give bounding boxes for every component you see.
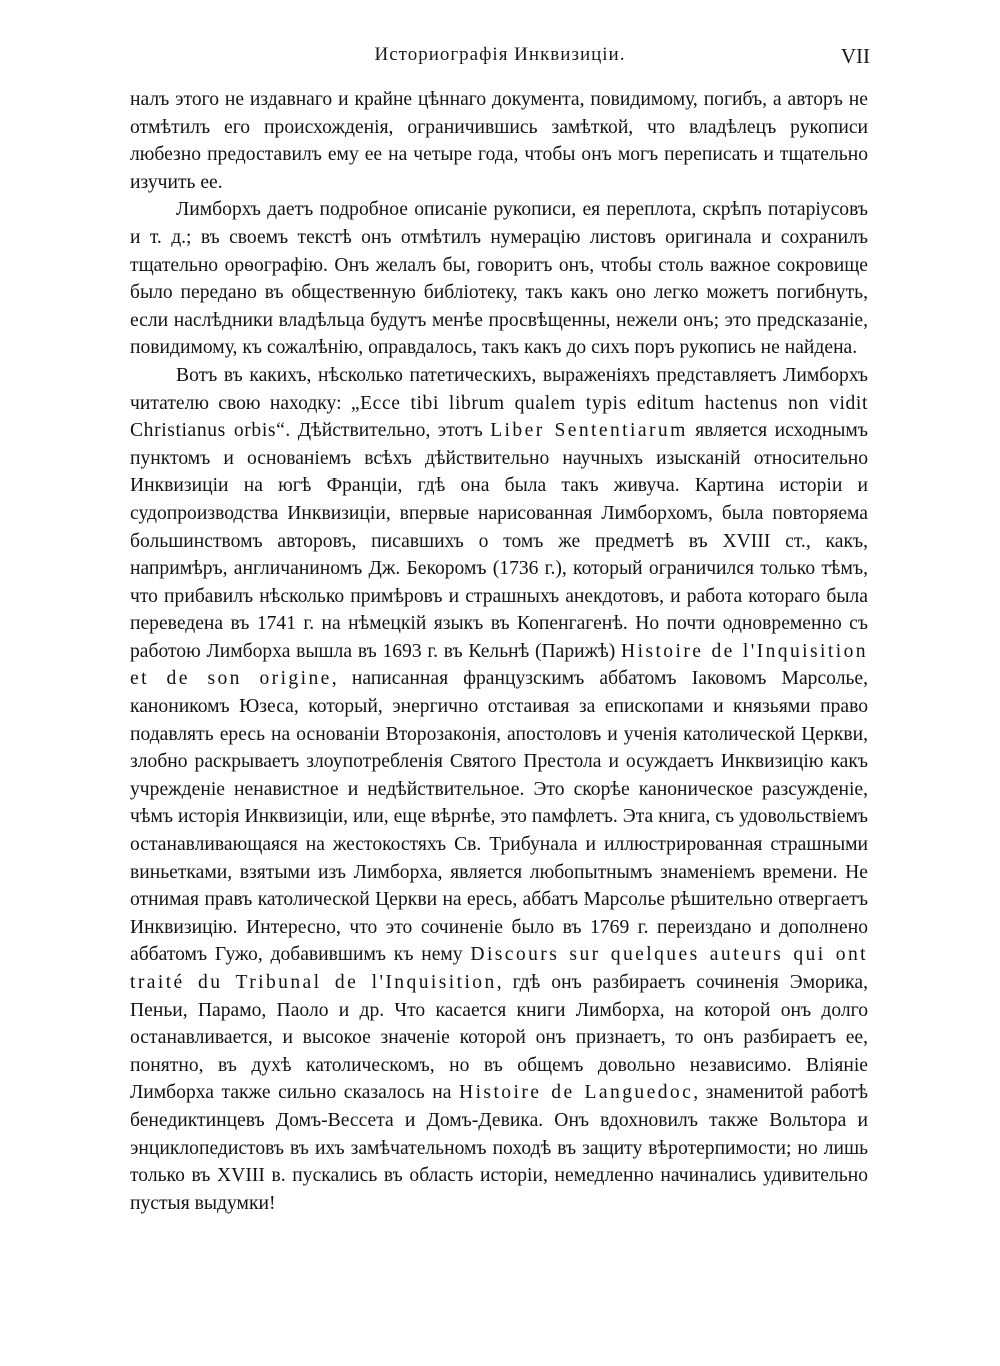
paragraph-3 xyxy=(130,362,868,1217)
work-title-histoire-inquisition: Histoire de l'Inquisition et de son origine xyxy=(130,640,868,690)
latin-quote: „Ecce tibi librum qualem typis editum hactenus non vidit Christianus orbis“ xyxy=(130,392,868,442)
text-segment: , гдѣ онъ разбираетъ сочиненія Эморика, Пеньи, Парамо, Паоло и др. Что касается книги Лимборха, на которой онъ долго останавливается, и высокое значеніе которой онъ признаетъ, то онъ разбираетъ ее, понятно, въ духѣ католическомъ, но въ общемъ довольно независимо. Вліяніе Лимборха также сильно сказалось на xyxy=(130,972,868,1104)
page-number: VII xyxy=(840,44,870,68)
work-title-discours: Discours sur quelques auteurs qui ont traité du Tribunal de l'Inquisition xyxy=(130,944,868,993)
paragraph-2 xyxy=(130,196,868,362)
text-segment: налъ этого не издавнаго и крайне цѣннаго документа, повидимому, погибъ, а авторъ не отмѣтилъ его происхожденія, ограничившись замѣткой, что владѣлецъ рукописи любезно предоставилъ ему ее на четыре года, чтобы онъ могъ переписать и тщательно изучить ее. xyxy=(130,89,868,193)
text-segment: Лимборхъ даетъ подробное описаніе рукописи, ея переплота, скрѣпъ потаріусовъ и т. д.; въ своемъ текстѣ онъ отмѣтилъ нумерацію листовъ оригинала и сохранилъ тщательно орѳографію. Онъ желалъ бы, говоритъ онъ, чтобы столь важное сокровище было передано въ общественную библіотеку, такъ какъ оно легко можетъ погибнуть, если наслѣдники владѣльца будутъ менѣе просвѣщенны, нежели онъ; это предсказаніе, повидимому, къ сожалѣнію, оправдалось, такъ какъ до сихъ поръ рукопись не найдена. xyxy=(130,199,868,359)
running-title: Историографія Инквизиціи. xyxy=(374,44,626,65)
running-head xyxy=(130,44,870,74)
paragraph-1 xyxy=(130,86,868,196)
work-title-liber-sententiarum: Liber Sententiarum xyxy=(490,420,688,442)
body-text xyxy=(130,86,868,1217)
text-segment: . Дѣйствительно, этотъ xyxy=(285,420,491,442)
text-segment: Вотъ въ какихъ, нѣсколько патетическихъ, выраженіяхъ представляетъ Лимборхъ читателю свою находку: xyxy=(130,364,868,414)
text-segment: является исходнымъ пунктомъ и основаніемъ всѣхъ дѣйствительно научныхъ изысканій относительно Инквизиціи на югѣ Франціи, гдѣ она была такъ живуча. Картина исторіи и судопроизводства Инквизиціи, впервые нарисованная Лимборхомъ, была повторяема большинствомъ авторовъ, писавшихъ о томъ же предметѣ въ XVIII ст., какъ, напримѣръ, англичаниномъ Дж. Бекоромъ (1736 г.), который ограничился только тѣмъ, что прибавилъ нѣсколько примѣровъ и страшныхъ анекдотовъ, и работа котораго была переведена въ 1741 г. на нѣмецкій языкъ въ Копенгагенѣ. Но почти одновременно съ работою Лимборха вышла въ 1693 г. въ Кельнѣ (Парижѣ) xyxy=(130,420,868,662)
work-title-histoire-languedoc: Histoire de Languedoc xyxy=(459,1082,694,1104)
text-segment: , написанная французскимъ аббатомъ Іаковомъ Марсолье, каноникомъ Юзеса, который, энергично отстаивая за епископами и князьями право подавлять ересь на основаніи Второзаконія, апостоловъ и ученія католической Церкви, злобно раскрываетъ злоупотребленія Святого Престола и осуждаетъ Инквизицію какъ учрежденіе ненавистное и недѣйствительное. Это скорѣе каноническое разсужденіе, чѣмъ исторія Инквизиціи, или, еще вѣрнѣе, это памфлетъ. Эта книга, съ удовольствіемъ останавливающаяся на жестокостяхъ Св. Трибунала и иллюстрированная страшными виньетками, взятыми изъ Лимборха, является любопытнымъ знаменіемъ времени. Не отнимая правъ католической Церкви на ересь, аббатъ Марсолье рѣшительно отвергаетъ Инквизицію. Интересно, что это сочиненіе было въ 1769 г. переиздано и дополнено аббатомъ Гужо, добавившимъ къ нему xyxy=(130,668,869,966)
text-segment: , знаменитой работѣ бенедиктинцевъ Домъ-Вессета и Домъ-Девика. Онъ вдохновилъ также Вольтора и энциклопедистовъ въ ихъ замѣчательномъ походѣ въ защиту вѣротерпимости; но лишь только въ XVIII в. пускались въ область исторіи, немедленно начинались удивительно пустыя выдумки! xyxy=(130,1082,868,1214)
